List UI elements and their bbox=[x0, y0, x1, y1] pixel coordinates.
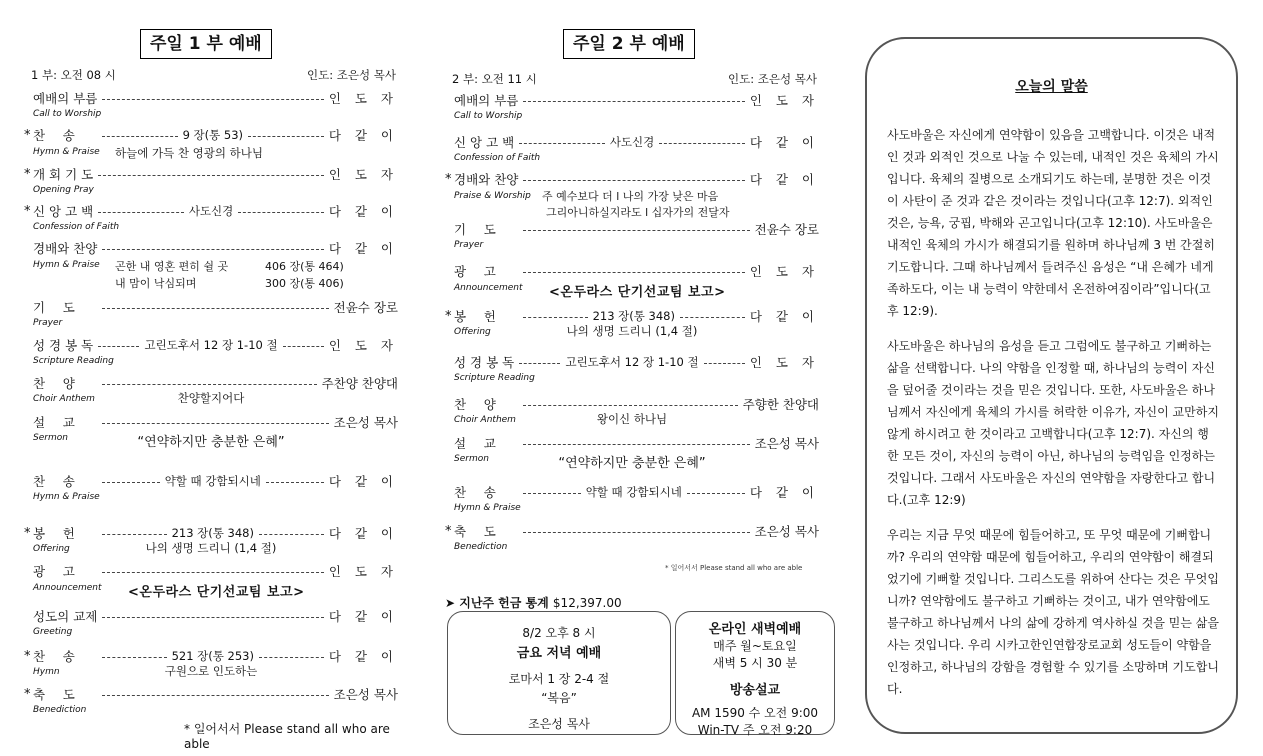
order-item-english: Praise & Worship bbox=[454, 191, 531, 201]
order-item bbox=[445, 170, 819, 220]
order-item-title: 찬양할지어다 bbox=[177, 391, 245, 405]
stand-note: * 일어서서 Please stand all who are able bbox=[665, 564, 803, 572]
order-item-name: 광 고 bbox=[33, 564, 82, 579]
dotted-leader bbox=[680, 317, 745, 318]
order-item bbox=[24, 607, 398, 637]
order-item-english: Choir Anthem bbox=[454, 415, 516, 425]
order-item bbox=[445, 395, 819, 427]
second-service-header bbox=[452, 71, 817, 87]
dotted-leader bbox=[523, 493, 581, 494]
order-item-detail: 약할 때 강함되시네 bbox=[585, 485, 682, 499]
offering-stats-label: ➤ 지난주 헌금 통계 bbox=[445, 596, 549, 610]
order-item-english: Announcement bbox=[33, 583, 102, 593]
offering-stats-amount: $12,397.00 bbox=[552, 596, 622, 610]
order-row bbox=[445, 353, 819, 371]
order-item bbox=[24, 524, 398, 556]
order-item-title: 나의 생명 드리니 (1,4 절) bbox=[566, 324, 698, 338]
order-item-title: 왕이신 하나님 bbox=[596, 412, 668, 426]
order-item bbox=[445, 483, 819, 513]
dotted-leader bbox=[102, 99, 323, 100]
order-item-name: 봉 헌 bbox=[33, 526, 82, 541]
order-row bbox=[24, 607, 398, 625]
order-item-leader: 전윤수 장로 bbox=[333, 300, 398, 315]
announcement-title: <온두라스 단기선교팀 보고> bbox=[128, 585, 305, 600]
order-item bbox=[445, 133, 819, 163]
order-item-detail: 고린도후서 12 장 1-10 절 bbox=[565, 355, 699, 369]
order-item-name: 신 앙 고 백 bbox=[33, 204, 94, 219]
dotted-leader bbox=[102, 308, 329, 309]
order-row bbox=[24, 126, 398, 144]
order-item-leader: 다 같 이 bbox=[328, 649, 398, 664]
friday-passage: 로마서 1 장 2-4 절 bbox=[508, 672, 610, 686]
order-item-english: Choir Anthem bbox=[33, 394, 95, 404]
order-item-english: Scripture Reading bbox=[33, 356, 114, 366]
dotted-leader bbox=[102, 136, 178, 137]
order-row bbox=[24, 413, 398, 431]
order-item-leader: 다 같 이 bbox=[749, 485, 819, 500]
order-item bbox=[24, 647, 398, 679]
order-item-title: 나의 생명 드리니 (1,4 절) bbox=[145, 541, 277, 555]
order-item-name: 축 도 bbox=[454, 524, 503, 539]
dotted-leader bbox=[102, 534, 167, 535]
order-item-leader: 다 같 이 bbox=[328, 204, 399, 219]
order-item-leader: 다 같 이 bbox=[749, 172, 819, 187]
praise-song-line: 그리아니하실지라도 l 십자가의 전달자 bbox=[546, 206, 730, 219]
friday-theme: “복음” bbox=[541, 691, 577, 705]
dotted-leader bbox=[102, 617, 323, 618]
order-row bbox=[24, 562, 398, 580]
order-item-detail: 사도신경 bbox=[609, 135, 655, 149]
order-row bbox=[445, 220, 819, 238]
order-item-english: Hymn bbox=[33, 667, 60, 677]
order-item-leader: 인 도 자 bbox=[749, 93, 819, 108]
friday-service-box bbox=[447, 611, 671, 735]
order-item-leader: 인 도 자 bbox=[328, 167, 398, 182]
dotted-leader bbox=[523, 230, 750, 231]
order-row bbox=[445, 522, 819, 540]
hymn-number: 300 장(통 406) bbox=[265, 277, 344, 290]
order-item bbox=[24, 472, 398, 502]
order-item bbox=[24, 165, 398, 195]
order-item-name: 찬 송 bbox=[33, 474, 82, 489]
stand-marker: * bbox=[24, 166, 31, 182]
dotted-leader bbox=[519, 363, 560, 364]
order-item-name: 광 고 bbox=[454, 264, 503, 279]
dotted-leader bbox=[102, 657, 167, 658]
order-item-detail: 사도신경 bbox=[188, 204, 234, 218]
offering-stats bbox=[445, 594, 622, 611]
stand-marker: * bbox=[445, 308, 452, 324]
order-item-name: 찬 양 bbox=[33, 376, 82, 391]
order-item-leader: 다 같 이 bbox=[328, 609, 398, 624]
word-paragraph: 우리는 지금 무엇 때문에 힘들어하고, 또 무엇 때문에 기뻐합니까? 우리의 연약함 때문에 힘들어하고, 우리의 연약함이 해결되었기에 기뻐할 것입니다. 그리스도를 위하여 산다는 것은 무엇입니까? 연약함에도 불구하고 기뻐하는 것이고, 내가 연약함에도 불구하고 하나님께서 나의 삶에 강하게 역사하실 것을 믿는 삶을 사는 것입니다. 우리 시카고한인연합장로교회 성도들이 약함을 인정하고, 하나님의 강함을 경험할 수 있기를 소망하며 기도합니다. bbox=[887, 528, 1219, 696]
order-item bbox=[24, 374, 398, 406]
order-item-title: 하늘에 가득 찬 영광의 하나님 bbox=[115, 146, 263, 160]
dotted-leader bbox=[102, 384, 317, 385]
order-item bbox=[445, 220, 819, 250]
dotted-leader bbox=[248, 136, 324, 137]
stand-marker: * bbox=[445, 523, 452, 539]
order-item-name: 개 회 기 도 bbox=[33, 167, 94, 182]
order-row bbox=[445, 262, 819, 280]
order-item-english: Confession of Faith bbox=[454, 153, 541, 163]
order-row bbox=[445, 170, 819, 188]
order-item-leader: 다 같 이 bbox=[328, 474, 398, 489]
order-item-name: 성 경 봉 독 bbox=[33, 338, 94, 353]
dotted-leader bbox=[704, 363, 745, 364]
order-item bbox=[24, 298, 398, 328]
todays-word-body bbox=[887, 124, 1220, 713]
service-leader: 인도: 조은성 목사 bbox=[307, 68, 396, 82]
order-row bbox=[24, 202, 398, 220]
order-item-leader: 인 도 자 bbox=[328, 91, 398, 106]
order-item-leader: 조은성 목사 bbox=[333, 687, 398, 702]
order-item-leader: 다 같 이 bbox=[749, 309, 819, 324]
dotted-leader bbox=[259, 534, 324, 535]
order-item-leader: 조은성 목사 bbox=[754, 524, 819, 539]
order-row bbox=[445, 91, 819, 109]
order-item bbox=[24, 413, 398, 450]
word-paragraph: 사도바울은 자신에게 연약함이 있음을 고백합니다. 이것은 내적인 것과 외적인 것으로 나눌 수 있는데, 내적인 것은 육체의 가시입니다. 육체의 질병으로 소개되기도 하는데, 분명한 것은 이것이 사탄이 준 것과 같은 것이라는 것입니다(고후 12:7). 외적인 것은, 능욕, 궁핍, 박해와 곤고입니다(고후 12:10). 사도바울은 내적인 육체의 가시가 해결되기를 원하며 하나님께 3 번 간절히 기도합니다. 그때 하나님께서 들려주신 음성은 “내 은혜가 네게 족하도다, 이는 내 능력이 약한데서 온전하여짐이라”입니다(고후 12:9). bbox=[887, 128, 1219, 318]
order-item-leader: 조은성 목사 bbox=[754, 436, 819, 451]
order-item bbox=[24, 562, 398, 600]
order-item-detail: 521 장(통 253) bbox=[171, 649, 254, 663]
dotted-leader bbox=[519, 143, 605, 144]
second-service-title: 주일 2 부 예배 bbox=[563, 29, 695, 59]
order-item-title: 구원으로 인도하는 bbox=[164, 664, 258, 678]
order-row bbox=[24, 472, 398, 490]
order-item-name: 경배와 찬양 bbox=[33, 241, 98, 256]
order-item-name: 성도의 교제 bbox=[33, 609, 98, 624]
order-item-leader: 주향한 찬양대 bbox=[742, 397, 819, 412]
order-item-leader: 조은성 목사 bbox=[333, 415, 398, 430]
order-item-detail: 213 장(통 348) bbox=[592, 309, 675, 323]
order-item bbox=[445, 353, 819, 383]
stand-marker: * bbox=[24, 525, 31, 541]
order-item-leader: 주찬양 찬양대 bbox=[321, 376, 398, 391]
dotted-leader bbox=[98, 346, 139, 347]
order-item-english: Sermon bbox=[33, 433, 68, 443]
hymn-list bbox=[115, 258, 355, 291]
order-item-english: Announcement bbox=[454, 283, 523, 293]
praise-songs bbox=[542, 188, 730, 220]
order-item-name: 기 도 bbox=[454, 222, 503, 237]
service-time: 2 부: 오전 11 시 bbox=[452, 72, 537, 86]
dotted-leader bbox=[259, 657, 324, 658]
dotted-leader bbox=[102, 695, 329, 696]
order-item-name: 성 경 봉 독 bbox=[454, 355, 515, 370]
order-item-english: Prayer bbox=[454, 240, 484, 250]
order-item-sub bbox=[445, 280, 819, 300]
dotted-leader bbox=[102, 572, 324, 573]
order-item-english: Hymn & Praise bbox=[33, 260, 100, 270]
order-item-sub bbox=[24, 257, 398, 291]
word-paragraph: 사도바울은 하나님의 음성을 듣고 그럼에도 불구하고 기뻐하는 삶을 선택합니다. 나의 약함을 인정할 때, 하나님의 능력이 자신을 덮어줄 것이라는 것을 믿은 것입니다. 또한, 사도바울은 하나님께서 자신에게 육체의 가시를 허락한 이유가, 자신이 교만하지 않게 하시려고 한 것이라고 고백합니다(고후 12:7). 자신의 행한 모든 것이, 자신의 능력이 아닌, 하나님의 능력임을 인정하는 것입니다. 그래서 사도바울은 자신의 연약함을 자랑한다고 합니다.(고후 12:9) bbox=[887, 339, 1219, 507]
order-item-detail: 9 장(통 53) bbox=[182, 128, 244, 142]
service-leader: 인도: 조은성 목사 bbox=[728, 72, 817, 86]
dotted-leader bbox=[102, 423, 329, 424]
order-item-name: 축 도 bbox=[33, 687, 82, 702]
dotted-leader bbox=[523, 444, 750, 445]
dawn-time: 새벽 5 시 30 분 bbox=[712, 656, 798, 670]
dotted-leader bbox=[238, 212, 324, 213]
order-item-leader: 인 도 자 bbox=[749, 355, 820, 370]
broadcast-tv: Win-TV 주 오전 9:20 bbox=[697, 723, 813, 737]
dotted-leader bbox=[659, 143, 745, 144]
order-item-name: 기 도 bbox=[33, 300, 82, 315]
order-item bbox=[24, 202, 398, 232]
hymn-number: 406 장(통 464) bbox=[265, 260, 344, 273]
dotted-leader bbox=[523, 405, 738, 406]
hymn-title: 내 맘이 낙심되며 bbox=[115, 277, 197, 290]
order-row bbox=[445, 434, 819, 452]
order-item-name: 찬 송 bbox=[33, 128, 82, 143]
dotted-leader bbox=[102, 249, 323, 250]
order-item-detail: 약할 때 강함되시네 bbox=[164, 474, 261, 488]
order-item-title: “연약하지만 충분한 은혜” bbox=[558, 456, 706, 471]
order-item-leader: 인 도 자 bbox=[328, 338, 399, 353]
order-row bbox=[24, 685, 398, 703]
dotted-leader bbox=[523, 272, 745, 273]
order-row bbox=[24, 239, 398, 257]
todays-word-panel bbox=[865, 37, 1238, 734]
dotted-leader bbox=[266, 482, 324, 483]
order-item bbox=[24, 89, 398, 119]
order-item-english: Benediction bbox=[454, 542, 508, 552]
order-item-name: 찬 송 bbox=[33, 649, 82, 664]
order-item-english: Greeting bbox=[33, 627, 73, 637]
order-item-leader: 다 같 이 bbox=[328, 128, 399, 143]
stand-note: * 일어서서 Please stand all who are able bbox=[184, 722, 390, 751]
order-item-english: Benediction bbox=[33, 705, 87, 715]
order-item-english: Hymn & Praise bbox=[33, 147, 100, 157]
order-item-english: Sermon bbox=[454, 454, 489, 464]
order-item-leader: 인 도 자 bbox=[328, 564, 398, 579]
order-item bbox=[24, 685, 398, 715]
order-item-leader: 전윤수 장로 bbox=[754, 222, 819, 237]
order-item-sub bbox=[24, 144, 398, 161]
order-item-name: 봉 헌 bbox=[454, 309, 503, 324]
order-item-english: Call to Worship bbox=[33, 109, 102, 119]
order-item-sub bbox=[24, 580, 398, 600]
order-item-name: 설 교 bbox=[454, 436, 503, 451]
order-row bbox=[24, 336, 398, 354]
friday-date: 8/2 오후 8 시 bbox=[522, 626, 596, 640]
order-item-english: Opening Pray bbox=[33, 185, 94, 195]
todays-word-title: 오늘의 말씀 bbox=[1015, 79, 1088, 95]
first-service-title: 주일 1 부 예배 bbox=[140, 29, 272, 59]
dotted-leader bbox=[523, 101, 744, 102]
order-item bbox=[445, 262, 819, 300]
service-time: 1 부: 오전 08 시 bbox=[31, 68, 116, 82]
order-item-name: 설 교 bbox=[33, 415, 82, 430]
praise-song-line: 주 예수보다 더 l 나의 가장 낮은 마음 bbox=[542, 190, 719, 203]
dawn-service-box bbox=[675, 611, 835, 735]
broadcast-title: 방송설교 bbox=[729, 683, 781, 698]
stand-marker: * bbox=[445, 171, 452, 187]
dotted-leader bbox=[523, 317, 588, 318]
order-item-name: 경배와 찬양 bbox=[454, 172, 519, 187]
hymn-title: 곤한 내 영혼 편히 쉴 곳 bbox=[115, 260, 229, 273]
order-item-english: Offering bbox=[33, 544, 70, 554]
order-item-leader: 인 도 자 bbox=[749, 264, 819, 279]
stand-marker: * bbox=[24, 127, 31, 143]
order-item-leader: 다 같 이 bbox=[328, 526, 398, 541]
order-row bbox=[24, 89, 398, 107]
order-item bbox=[24, 336, 398, 366]
order-item-name: 예배의 부름 bbox=[454, 93, 519, 108]
stand-marker: * bbox=[24, 203, 31, 219]
dotted-leader bbox=[102, 482, 160, 483]
order-item-name: 예배의 부름 bbox=[33, 91, 98, 106]
order-item-english: Offering bbox=[454, 327, 491, 337]
order-item-name: 신 앙 고 백 bbox=[454, 135, 515, 150]
dotted-leader bbox=[523, 532, 750, 533]
dotted-leader bbox=[98, 212, 184, 213]
order-item-english: Hymn & Praise bbox=[33, 492, 100, 502]
order-item-detail: 고린도후서 12 장 1-10 절 bbox=[144, 338, 278, 352]
order-item-leader: 다 같 이 bbox=[328, 241, 398, 256]
friday-preacher: 조은성 목사 bbox=[528, 717, 590, 731]
announcement-title: <온두라스 단기선교팀 보고> bbox=[549, 285, 726, 300]
order-item bbox=[24, 126, 398, 161]
dawn-days: 매주 월~토요일 bbox=[713, 639, 797, 653]
broadcast-am: AM 1590 수 오전 9:00 bbox=[691, 706, 819, 720]
friday-title: 금요 저녁 예배 bbox=[516, 646, 602, 661]
order-item-english: Prayer bbox=[33, 318, 63, 328]
order-item-english: Confession of Faith bbox=[33, 222, 120, 232]
stand-marker: * bbox=[24, 648, 31, 664]
order-row bbox=[445, 133, 819, 151]
dotted-leader bbox=[98, 175, 324, 176]
order-item bbox=[445, 522, 819, 552]
dawn-title: 온라인 새벽예배 bbox=[708, 622, 802, 637]
order-item-sub bbox=[445, 188, 819, 220]
stand-marker: * bbox=[24, 686, 31, 702]
order-item bbox=[445, 307, 819, 339]
order-row bbox=[445, 483, 819, 501]
order-item-english: Call to Worship bbox=[454, 111, 523, 121]
order-item-english: Scripture Reading bbox=[454, 373, 535, 383]
order-item bbox=[24, 239, 398, 291]
order-item-leader: 다 같 이 bbox=[749, 135, 820, 150]
dotted-leader bbox=[523, 180, 744, 181]
dotted-leader bbox=[283, 346, 324, 347]
dotted-leader bbox=[687, 493, 745, 494]
order-row bbox=[24, 165, 398, 183]
order-item bbox=[445, 91, 819, 121]
first-service-header bbox=[31, 67, 396, 83]
order-item-title: “연약하지만 충분한 은혜” bbox=[137, 435, 285, 450]
order-row bbox=[24, 298, 398, 316]
order-item-english: Hymn & Praise bbox=[454, 503, 521, 513]
order-item-name: 찬 송 bbox=[454, 485, 503, 500]
order-item bbox=[445, 434, 819, 471]
order-item-detail: 213 장(통 348) bbox=[171, 526, 254, 540]
order-item-name: 찬 양 bbox=[454, 397, 503, 412]
